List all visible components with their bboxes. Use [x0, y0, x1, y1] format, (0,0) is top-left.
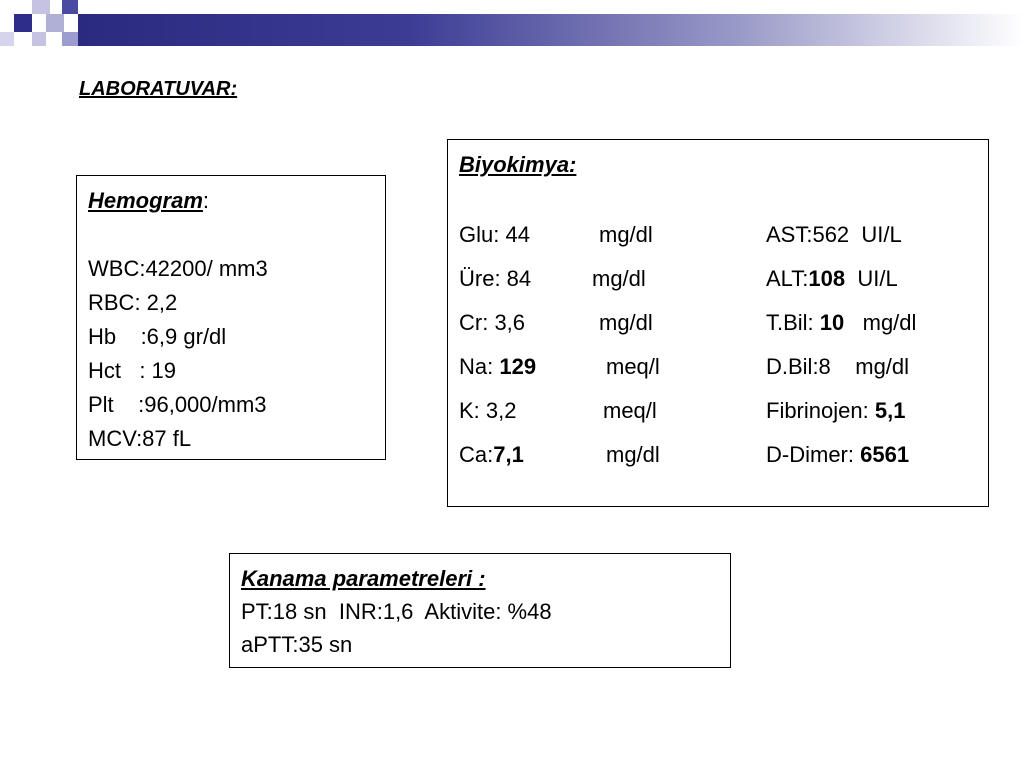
biyokimya-name: Üre: 84 [459, 266, 532, 291]
kanama-box [229, 553, 731, 668]
biyokimya-unit: mg/dl [599, 222, 653, 247]
biyokimya-right: Fibrinojen: 5,1 [766, 398, 906, 423]
biyokimya-name: Glu: 44 [459, 222, 530, 247]
hemogram-value: MCV:87 fL [88, 426, 192, 451]
kanama-line-2: aPTT:35 sn [241, 632, 353, 657]
biyokimya-row [459, 266, 977, 310]
biyokimya-unit: mg/dl [592, 266, 646, 291]
hemogram-heading-line [88, 184, 374, 218]
biyokimya-name: Ca:7,1 [459, 442, 524, 467]
biyokimya-right: AST:562 UI/L [766, 222, 902, 247]
kanama-line-1: PT:18 sn INR:1,6 Aktivite: %48 [241, 599, 552, 624]
biyokimya-right: D.Bil:8 mg/dl [766, 354, 910, 379]
biyokimya-right: T.Bil: 10 mg/dl [766, 310, 917, 335]
biyokimya-rows [459, 222, 977, 486]
hemogram-value: WBC:42200/ mm3 [88, 256, 268, 281]
biyokimya-row [459, 310, 977, 354]
biyokimya-right: D-Dimer: 6561 [766, 442, 910, 467]
biyokimya-unit: mg/dl [599, 310, 653, 335]
hemogram-value: RBC: 2,2 [88, 290, 178, 315]
biyokimya-unit: meq/l [603, 398, 657, 423]
biyokimya-heading: Biyokimya: [459, 152, 577, 177]
header-square-light [0, 32, 14, 46]
biyokimya-row [459, 442, 977, 486]
biyokimya-box [447, 139, 989, 507]
hemogram-value: Hct : 19 [88, 358, 177, 383]
page-title: LABORATUVAR: [79, 78, 238, 100]
biyokimya-right: ALT:108 UI/L [766, 266, 898, 291]
header-square-dark [62, 0, 78, 14]
biyokimya-name: Na: 129 [459, 354, 537, 379]
header-square-dark [14, 14, 32, 32]
biyokimya-name: K: 3,2 [459, 398, 517, 423]
biyokimya-row [459, 222, 977, 266]
biyokimya-row [459, 354, 977, 398]
hemogram-value: Plt :96,000/mm3 [88, 392, 267, 417]
header-square-light [62, 32, 78, 46]
hemogram-heading-colon: : [202, 188, 210, 213]
header-square-light [32, 0, 50, 14]
header-square-light [46, 14, 64, 32]
kanama-heading: Kanama parametreleri : [241, 566, 486, 591]
hemogram-heading: Hemogram [88, 188, 203, 213]
biyokimya-unit: meq/l [606, 354, 660, 379]
biyokimya-unit: mg/dl [606, 442, 660, 467]
hemogram-value: Hb :6,9 gr/dl [88, 324, 227, 349]
spacer [88, 218, 374, 252]
hemogram-box [76, 175, 386, 460]
header-square-light [32, 32, 46, 46]
biyokimya-name: Cr: 3,6 [459, 310, 526, 335]
header-gradient-bar [78, 14, 1024, 46]
biyokimya-row [459, 398, 977, 442]
